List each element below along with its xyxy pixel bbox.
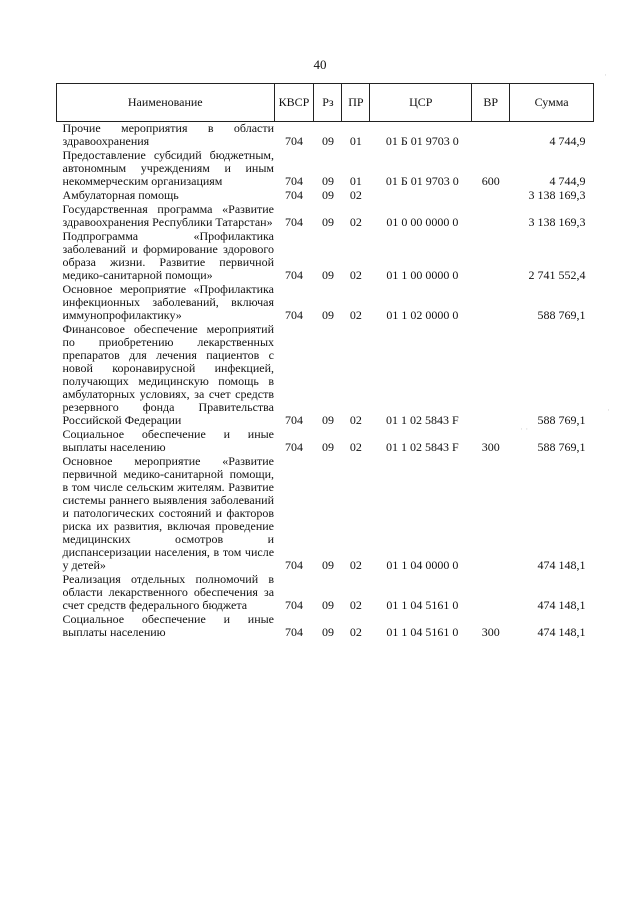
row-sum: 474 148,1 (537, 558, 586, 572)
row-vr (472, 189, 510, 203)
row-sum: 3 138 169,3 (528, 215, 586, 229)
col-header-rz: Рз (314, 84, 342, 122)
row-kvsr: 704 (285, 174, 303, 188)
row-name: Предоставление субсидий бюджетным, автономным учреждениям и иным некоммерческим организациям (62, 148, 275, 188)
row-kvsr: 704 (285, 308, 303, 322)
row-csr: 01 1 04 5161 0 (386, 625, 459, 639)
row-name: Финансовое обеспечение мероприятий по приобретению лекарственных препаратов для лечения пациентов с новой коронавирусной инфекцией, получающих медицинскую помощь в амбулаторных условиях, за счет средств резервного фонда Правительства Российской Федерации (62, 322, 275, 427)
row-sum: 3 138 169,3 (528, 188, 586, 202)
row-vr: 300 (481, 625, 500, 639)
row-kvsr: 704 (285, 188, 303, 202)
scan-speck: · (604, 70, 607, 80)
row-rz: 09 (321, 268, 334, 282)
row-rz: 09 (321, 598, 334, 612)
table-row (57, 230, 594, 283)
row-csr: 01 1 02 5843 F (385, 440, 459, 454)
col-header-csr: ЦСР (370, 84, 472, 122)
table-row (57, 283, 594, 323)
row-name: Подпрограмма «Профилактика заболеваний и формирование здорового образа жизни. Развитие первичной медико-санитарной помощи» (62, 229, 275, 282)
row-csr: 01 1 00 0000 0 (386, 268, 459, 282)
row-vr (472, 230, 510, 283)
row-pr: 01 (349, 134, 362, 148)
row-sum: 474 148,1 (537, 625, 586, 639)
col-header-sum: Сумма (510, 84, 594, 122)
table-row (57, 613, 594, 640)
row-name: Основное мероприятие «Развитие первичной медико-санитарной помощи, в том числе сельским жителям. Развитие системы раннего выявления заболеваний и патологических состояний и факторов риска их развития, включая проведение медицинских осмотров и диспансеризации населения, в том числе у детей» (62, 454, 275, 572)
row-kvsr: 704 (285, 598, 303, 612)
row-rz: 09 (321, 174, 334, 188)
row-kvsr: 704 (285, 440, 303, 454)
row-sum: 588 769,1 (537, 413, 586, 427)
row-pr: 02 (349, 215, 362, 229)
table-row (57, 189, 594, 203)
table-row (57, 573, 594, 613)
row-pr: 02 (349, 268, 362, 282)
row-sum: 4 744,9 (549, 134, 586, 148)
row-vr: 300 (481, 440, 500, 454)
row-pr: 02 (349, 188, 362, 202)
row-name: Амбулаторная помощь (62, 188, 179, 202)
row-rz: 09 (321, 625, 334, 639)
row-csr: 01 1 04 5161 0 (386, 598, 459, 612)
row-csr: 01 Б 01 9703 0 (385, 134, 459, 148)
row-csr (370, 189, 472, 203)
table-row (57, 323, 594, 428)
table-row (57, 149, 594, 189)
row-vr: 600 (481, 174, 500, 188)
row-csr: 01 1 02 0000 0 (386, 308, 459, 322)
row-csr: 01 1 04 0000 0 (386, 558, 459, 572)
row-vr (472, 323, 510, 428)
row-name: Реализация отдельных полномочий в области лекарственного обеспечения за счет средств федерального бюджета (62, 572, 275, 612)
row-sum: 588 769,1 (537, 308, 586, 322)
scan-speck: · (607, 405, 610, 415)
scan-speck: · · (520, 424, 529, 434)
row-pr: 02 (349, 625, 362, 639)
row-sum: 2 741 552,4 (528, 268, 586, 282)
row-vr (472, 573, 510, 613)
row-pr: 02 (349, 413, 362, 427)
row-rz: 09 (321, 558, 334, 572)
row-csr: 01 Б 01 9703 0 (385, 174, 459, 188)
row-vr (472, 455, 510, 573)
row-name: Социальное обеспечение и иные выплаты населению (62, 427, 275, 454)
col-header-vr: ВР (472, 84, 510, 122)
row-rz: 09 (321, 134, 334, 148)
row-csr: 01 0 00 0000 0 (386, 215, 459, 229)
row-kvsr: 704 (285, 625, 303, 639)
row-kvsr: 704 (285, 134, 303, 148)
table-header-row (57, 84, 594, 122)
row-sum: 474 148,1 (537, 598, 586, 612)
row-vr (472, 203, 510, 230)
row-vr (472, 122, 510, 150)
row-kvsr: 704 (285, 413, 303, 427)
row-pr: 02 (349, 440, 362, 454)
row-vr (472, 283, 510, 323)
row-name: Социальное обеспечение и иные выплаты населению (62, 612, 275, 639)
col-header-name: Наименование (57, 84, 275, 122)
col-header-kvsr: КВСР (274, 84, 314, 122)
row-rz: 09 (321, 215, 334, 229)
budget-table (56, 83, 594, 640)
row-pr: 01 (349, 174, 362, 188)
table-row (57, 428, 594, 455)
table-row (57, 203, 594, 230)
row-pr: 02 (349, 558, 362, 572)
row-name: Основное мероприятие «Профилактика инфекционных заболеваний, включая иммунопрофилактику» (62, 282, 275, 322)
row-name: Государственная программа «Развитие здравоохранения Республики Татарстан» (62, 202, 275, 229)
row-kvsr: 704 (285, 268, 303, 282)
page-number: 40 (313, 57, 327, 72)
row-sum: 588 769,1 (537, 440, 586, 454)
table-row (57, 455, 594, 573)
row-kvsr: 704 (285, 558, 303, 572)
row-rz: 09 (321, 413, 334, 427)
row-pr: 02 (349, 308, 362, 322)
row-rz: 09 (321, 188, 334, 202)
row-kvsr: 704 (285, 215, 303, 229)
row-name: Прочие мероприятия в области здравоохранения (62, 121, 275, 148)
row-rz: 09 (321, 440, 334, 454)
row-sum: 4 744,9 (549, 174, 586, 188)
row-pr: 02 (349, 598, 362, 612)
table-row (57, 122, 594, 150)
row-csr: 01 1 02 5843 F (385, 413, 459, 427)
row-rz: 09 (321, 308, 334, 322)
col-header-pr: ПР (342, 84, 370, 122)
